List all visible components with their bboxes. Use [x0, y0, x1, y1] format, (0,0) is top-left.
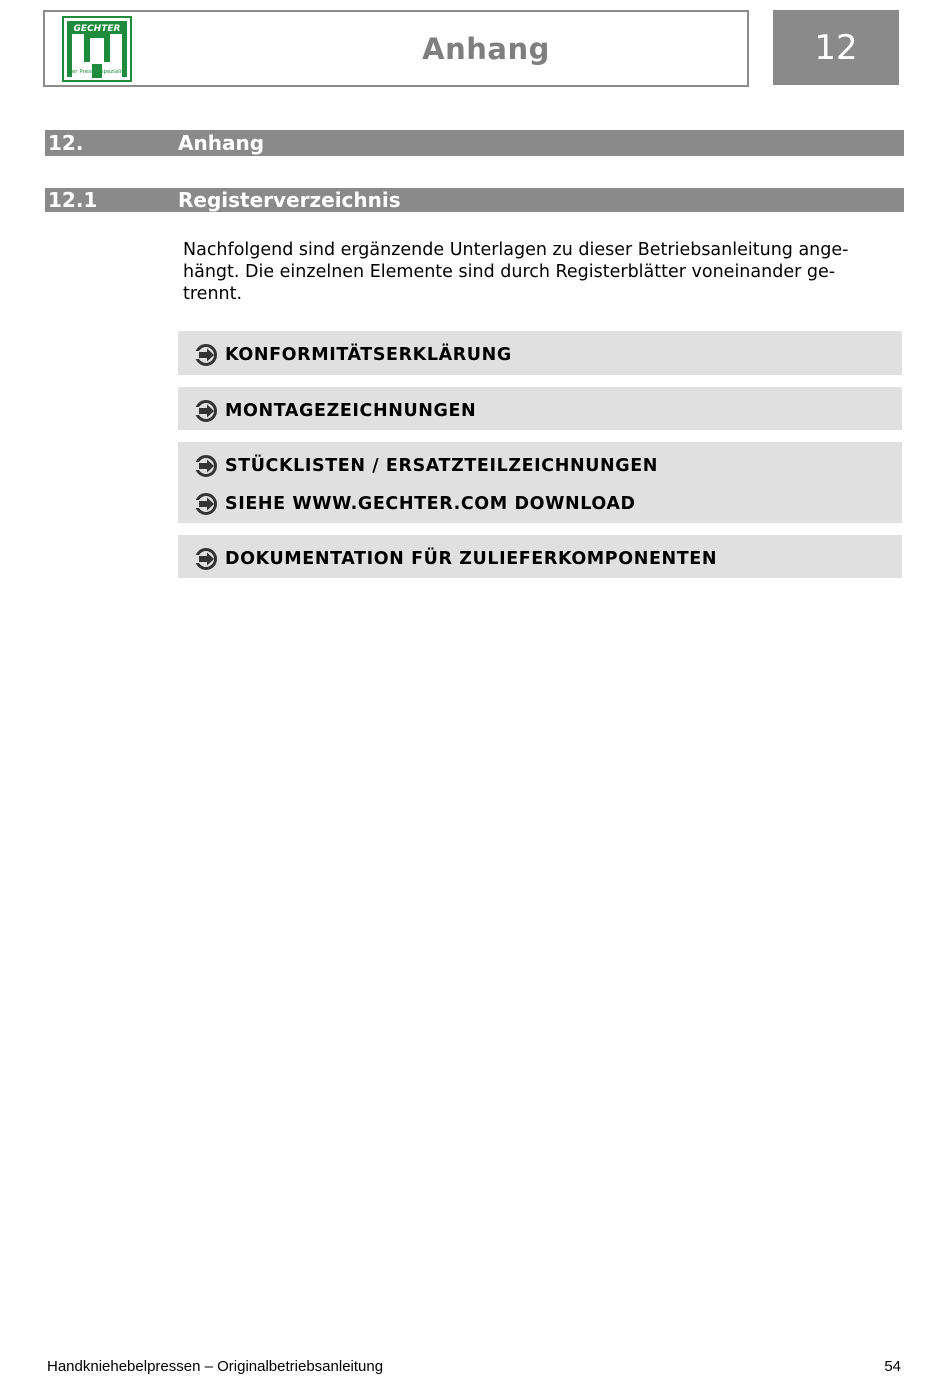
register-item — [194, 343, 512, 367]
logo-tagline: Der Pressenspezialist — [67, 69, 127, 75]
register-label: KONFORMITÄTSERKLÄRUNG — [225, 345, 512, 365]
register-item — [194, 492, 636, 516]
register-item — [194, 399, 476, 423]
register-label: DOKUMENTATION FÜR ZULIEFERKOMPONENTEN — [225, 549, 718, 569]
register-label: MONTAGEZEICHNUNGEN — [225, 401, 477, 421]
arrow-right-circle-icon — [194, 399, 218, 423]
arrow-right-circle-icon — [194, 492, 218, 516]
arrow-right-circle-icon — [194, 343, 218, 367]
intro-line: hängt. Die einzelnen Elemente sind durch Registerblätter voneinander ge- — [183, 262, 836, 282]
section-title: Anhang — [178, 131, 265, 155]
register-item — [194, 454, 658, 478]
arrow-right-circle-icon — [194, 454, 218, 478]
register-box-montage — [178, 387, 902, 430]
register-label: SIEHE WWW.GECHTER.COM DOWNLOAD — [225, 494, 636, 514]
footer-title: Handkniehebelpressen – Originalbetriebsanleitung — [47, 1358, 384, 1375]
intro-line: Nachfolgend sind ergänzende Unterlagen zu dieser Betriebsanleitung ange- — [183, 240, 849, 260]
page-number: 54 — [884, 1358, 901, 1375]
section-number: 12.1 — [48, 188, 98, 212]
page-header — [43, 10, 749, 87]
register-box-dokumentation — [178, 535, 902, 578]
section-heading-12-1 — [45, 188, 904, 212]
register-box-konformitaet — [178, 331, 902, 375]
intro-line: trennt. — [183, 284, 243, 304]
register-label: STÜCKLISTEN / ERSATZTEILZEICHNUNGEN — [225, 456, 659, 476]
chapter-number: 12 — [773, 10, 899, 85]
header-title: Anhang — [422, 31, 550, 66]
register-item — [194, 547, 717, 571]
arrow-right-circle-icon — [194, 547, 218, 571]
section-title: Registerverzeichnis — [178, 188, 401, 212]
logo-text: GECHTER — [73, 24, 121, 34]
section-heading-12 — [45, 130, 904, 156]
section-number: 12. — [48, 131, 84, 155]
register-box-stuecklisten — [178, 442, 902, 523]
intro-paragraph — [183, 239, 873, 305]
